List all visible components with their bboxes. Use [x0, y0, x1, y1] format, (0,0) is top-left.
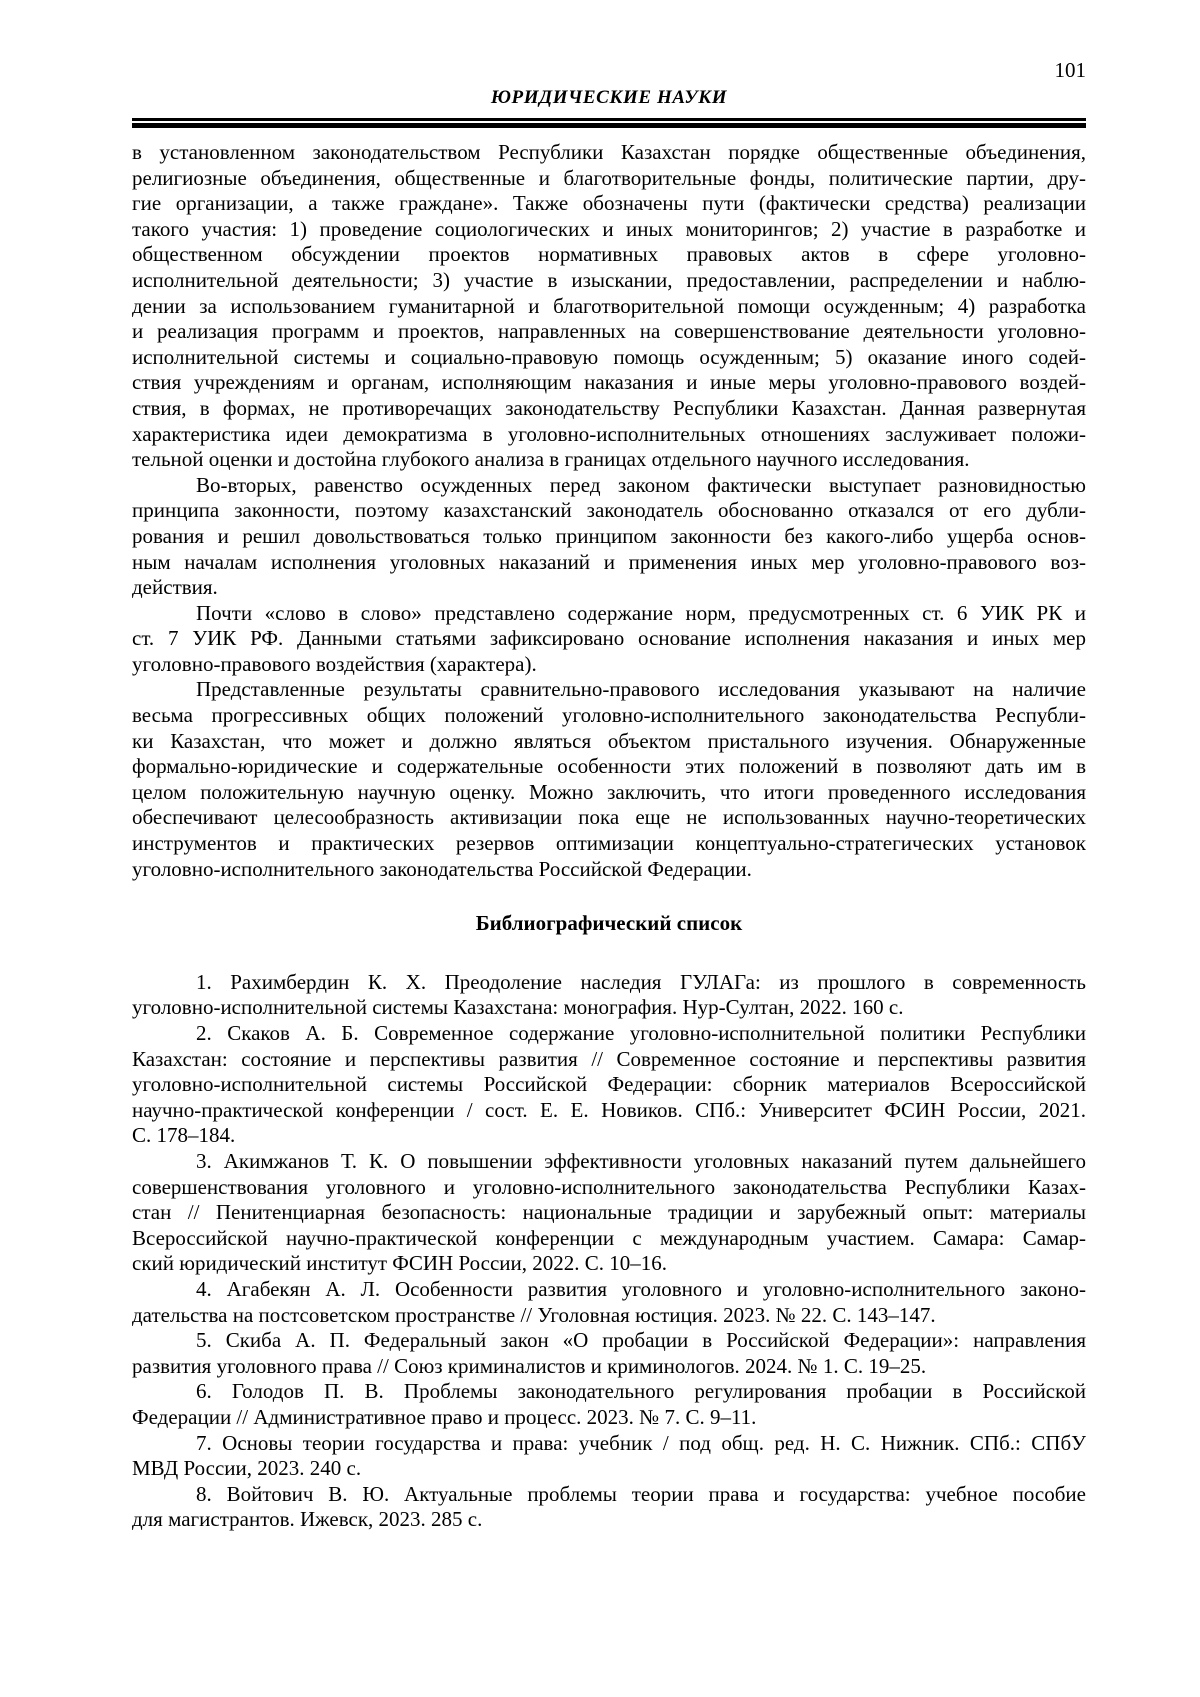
text-line: Представленные результаты сравнительно-правового исследования указывают на наличие [196, 677, 1086, 702]
header-rule [132, 118, 1086, 128]
bibliography-line: 6. Голодов П. В. Проблемы законодательного регулирования пробации в Российской [196, 1379, 1086, 1404]
bibliography-line: дательства на постсоветском пространстве // Уголовная юстиция. 2023. № 22. С. 143–147. [132, 1302, 936, 1327]
text-line: ствия учреждениям и органам, исполняющим наказания и иные меры уголовно-правового воздей- [132, 370, 1086, 395]
text-line: в установленном законодательством Республики Казахстан порядке общественные объединения, [132, 140, 1086, 164]
bibliography-line: 4. Агабекян А. Л. Особенности развития уголовного и уголовно-исполнительного законо- [196, 1276, 1086, 1301]
bibliography-line: стан // Пенитенциарная безопасность: национальные традиции и зарубежный опыт: материалы [132, 1200, 1086, 1225]
text-line: тельной оценки и достойна глубокого анализа в границах отдельного научного исследования. [132, 447, 970, 472]
text-line: религиозные объединения, общественные и благотворительные фонды, политические партии, дру- [132, 165, 1086, 190]
text-line: исполнительной деятельности; 3) участие в изыскании, предоставлении, распределении и наблю- [132, 267, 1086, 292]
text-line: принципа законности, поэтому казахстанский законодатель обоснованно отказался от его дубли- [132, 498, 1086, 523]
bibliography-line: 1. Рахимбердин К. Х. Преодоление наследия ГУЛАГа: из прошлого в современность [196, 969, 1086, 994]
bibliography-line: Всероссийской научно-практической конференции с международным участием. Самара: Самар- [132, 1225, 1086, 1250]
paragraph [132, 140, 1086, 473]
article-body [132, 140, 1086, 882]
text-line: ным началам исполнения уголовных наказаний и применения иных мер уголовно-правового воз- [132, 549, 1086, 574]
bibliography-line: 3. Акимжанов Т. К. О повышении эффективности уголовных наказаний путем дальнейшего [196, 1148, 1086, 1173]
text-line: формально-юридические и содержательные особенности этих положений в позволяют дать им в [132, 754, 1086, 779]
text-line: ст. 7 УИК РФ. Данными статьями зафиксировано основание исполнения наказания и иных мер [132, 626, 1086, 651]
text-line: обеспечивают целесообразность активизации пока еще не использованных научно-теоретических [132, 805, 1086, 830]
bibliography-line: ский юридический институт ФСИН России, 2022. С. 10–16. [132, 1251, 668, 1276]
text-line: и реализация программ и проектов, направленных на совершенствование деятельности уголовно- [132, 319, 1086, 344]
bibliography-line: 8. Войтович В. Ю. Актуальные проблемы теории права и государства: учебное пособие [196, 1481, 1086, 1506]
bibliography-item [132, 1482, 1086, 1533]
text-line: действия. [132, 575, 218, 600]
bibliography-line: научно-практической конференции / сост. Е. Е. Новиков. СПб.: Университет ФСИН России, 2021. [132, 1097, 1086, 1122]
text-line: дении за использованием гуманитарной и благотворительной помощи осужденным; 4) разработка [132, 293, 1086, 318]
bibliography-line: совершенствования уголовного и уголовно-исполнительного законодательства Республики Казах- [132, 1174, 1086, 1199]
text-line: рования и решил довольствоваться только принципом законности без какого-либо ущерба основ- [132, 523, 1086, 548]
bibliography-line: 2. Скаков А. Б. Современное содержание уголовно-исполнительной политики Республики [196, 1021, 1086, 1045]
text-line: инструментов и практических резервов оптимизации концептуально-стратегических установок [132, 831, 1086, 856]
bibliography-item [132, 1379, 1086, 1430]
text-line: уголовно-правового воздействия (характера). [132, 651, 537, 676]
bibliography-line: Казахстан: состояние и перспективы развития // Современное состояние и перспективы развития [132, 1046, 1086, 1071]
header-rule-thin-line [132, 118, 1086, 121]
bibliography-line: 7. Основы теории государства и права: учебник / под общ. ред. Н. С. Нижник. СПб.: СПбУ [196, 1430, 1086, 1455]
bibliography-line: уголовно-исполнительной системы Российской Федерации: сборник материалов Всероссийской [132, 1072, 1086, 1097]
text-line: гие организации, а также граждане». Также обозначены пути (фактически средства) реализации [132, 191, 1086, 216]
header-rule-thick-line [132, 123, 1086, 129]
text-line: весьма прогрессивных общих положений уголовно-исполнительного законодательства Республи- [132, 703, 1086, 728]
bibliography-item [132, 1328, 1086, 1379]
bibliography-item [132, 1277, 1086, 1328]
bibliography-line: Федерации // Административное право и процесс. 2023. № 7. С. 9–11. [132, 1404, 757, 1429]
page-number: 101 [1054, 58, 1086, 82]
text-line: ки Казахстан, что может и должно являться объектом пристального изучения. Обнаруженные [132, 728, 1086, 753]
text-line: Почти «слово в слово» представлено содержание норм, предусмотренных ст. 6 УИК РК и [196, 600, 1086, 625]
bibliography-line: уголовно-исполнительной системы Казахстана: монография. Нур-Султан, 2022. 160 с. [132, 995, 904, 1020]
bibliography-item [132, 1021, 1086, 1149]
text-line: ствия, в формах, не противоречащих законодательству Республики Казахстан. Данная развернутая [132, 395, 1086, 420]
bibliography-line: МВД России, 2023. 240 с. [132, 1456, 362, 1481]
text-line: целом положительную научную оценку. Можно заключить, что итоги проведенного исследования [132, 779, 1086, 804]
text-line: Во-вторых, равенство осужденных перед законом фактически выступает разновидностью [196, 472, 1086, 497]
bibliography-heading: Библиографический список [475, 911, 743, 936]
text-line: уголовно-исполнительного законодательства Российской Федерации. [132, 856, 752, 881]
text-line: характеристика идеи демократизма в уголовно-исполнительных отношениях заслуживает положи- [132, 421, 1086, 446]
bibliography-line: для магистрантов. Ижевск, 2023. 285 с. [132, 1507, 483, 1532]
text-line: общественном обсуждении проектов нормативных правовых актов в сфере уголовно- [132, 242, 1086, 267]
running-head: ЮРИДИЧЕСКИЕ НАУКИ [490, 87, 728, 108]
paragraph [132, 601, 1086, 678]
text-line: исполнительной системы и социально-правовую помощь осужденным; 5) оказание иного содей- [132, 344, 1086, 369]
paragraph [132, 473, 1086, 601]
bibliography-list [132, 970, 1086, 1533]
bibliography-item [132, 970, 1086, 1021]
bibliography-item [132, 1431, 1086, 1482]
paragraph [132, 677, 1086, 882]
bibliography-item [132, 1149, 1086, 1277]
bibliography-line: С. 178–184. [132, 1123, 236, 1148]
bibliography-line: развития уголовного права // Союз криминалистов и криминологов. 2024. № 1. С. 19–25. [132, 1353, 927, 1378]
bibliography-line: 5. Скиба А. П. Федеральный закон «О пробации в Российской Федерации»: направления [196, 1328, 1086, 1353]
text-line: такого участия: 1) проведение социологических и иных мониторингов; 2) участие в разработке и [132, 216, 1086, 241]
